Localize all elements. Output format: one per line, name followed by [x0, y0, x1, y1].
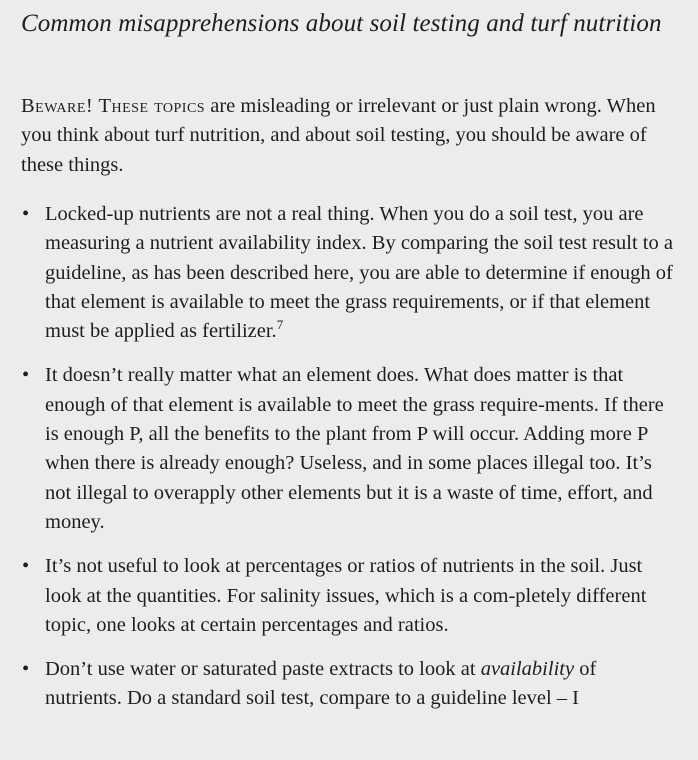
- list-item-text: It doesn’t really matter what an element does. What does matter is that enough of that element is available to meet the grass require-ments. If there is enough P, all the benefits to the plant from P will occur. Adding more P when there is already enough? Useless, and in some places illegal too. It’s not illegal to overapply other elements but it is a waste of time, effort, and money.: [45, 364, 664, 533]
- bullet-icon: •: [22, 658, 30, 681]
- list-item-percentages-ratios: [0, 552, 673, 640]
- list-item-text: It’s not useful to look at percentages or ratios of nutrients in the soil. Just look at the quantities. For salinity issues, which is a com-pletely different topic, one looks at certain percentages and ratios.: [45, 555, 647, 636]
- intro-lead-small-caps: Beware! These topics: [21, 95, 206, 117]
- list-item-element-function: [0, 361, 673, 537]
- list-item-text: [45, 655, 673, 714]
- list-item-body: Locked-up nutrients are not a real thing. When you do a soil test, you are measuring a nutrient availability index. By comparing the soil test result to a guideline, as has been described here, you are able to determine if enough of that element is available to meet the grass requirements, or if that element must be applied as fertilizer.: [45, 203, 673, 343]
- misapprehensions-list: [0, 200, 698, 729]
- list-item-text: [45, 200, 673, 346]
- bullet-icon: •: [22, 203, 30, 225]
- list-item-text-after: of nutrients. Do a standard soil test, compare to a guideline level – I: [45, 658, 597, 710]
- emphasis-availability: availability: [480, 658, 575, 681]
- bullet-icon: •: [22, 555, 30, 578]
- bullet-icon: •: [22, 364, 30, 387]
- list-item-water-extracts: [0, 655, 673, 714]
- section-heading: Common misapprehensions about soil testing and turf nutrition: [21, 10, 662, 37]
- list-item-locked-up-nutrients: [0, 200, 673, 346]
- footnote-marker[interactable]: 7: [276, 317, 284, 333]
- intro-text: are misleading or irrelevant or just plain wrong. When you think about turf nutrition, and about soil testing, you should be aware of these things.: [21, 95, 656, 176]
- intro-paragraph: [21, 92, 676, 180]
- list-item-text-before: Don’t use water or saturated paste extracts to look at: [45, 658, 481, 681]
